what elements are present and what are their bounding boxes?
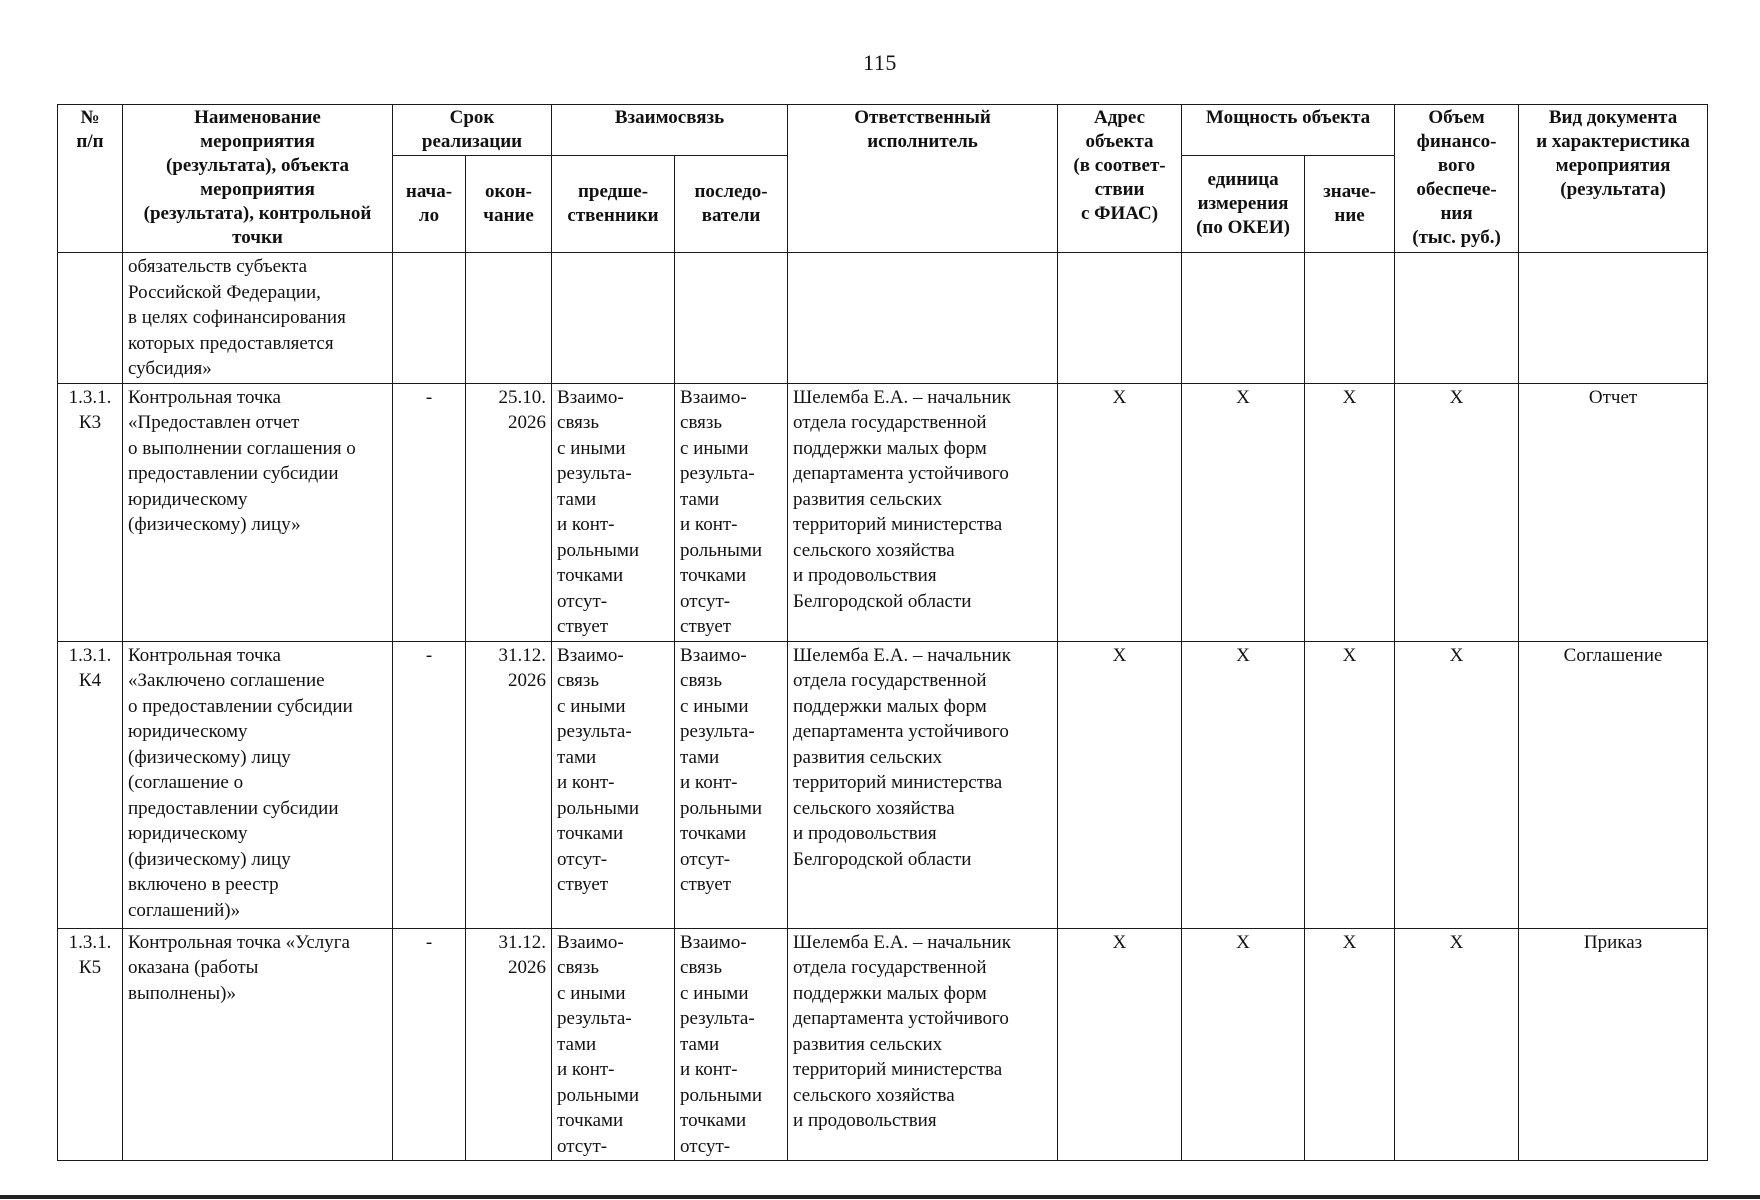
cell-end: 31.12. 2026 [466,641,552,928]
cell-address: Х [1058,928,1182,1161]
cell-num: 1.3.1. К3 [58,383,123,641]
cell-next: Взаимо- связь с иными результа- тами и конт- рольными точками отсут- ствует [675,383,788,641]
header-term-start: нача- ло [393,156,466,253]
cell-address [1058,253,1182,384]
header-link-next: последо- ватели [675,156,788,253]
cell-unit: Х [1182,641,1305,928]
table-row [58,928,1708,1161]
cell-next [675,253,788,384]
cell-start: - [393,383,466,641]
cell-finance: Х [1395,641,1519,928]
header-term: Срок реализации [393,105,552,156]
cell-end [466,253,552,384]
cell-unit: Х [1182,383,1305,641]
table-body [58,253,1708,1161]
cell-start [393,253,466,384]
page-number: 115 [863,50,897,75]
cell-finance: Х [1395,383,1519,641]
cell-end: 25.10. 2026 [466,383,552,641]
cell-prev: Взаимо- связь с иными результа- тами и конт- рольными точками отсут- [552,928,675,1161]
header-name: Наименование мероприятия (результата), объекта мероприятия (результата), контрольной точки [123,105,393,253]
cell-prev [552,253,675,384]
header-doc: Вид документа и характеристика мероприятия (результата) [1519,105,1708,253]
cell-finance [1395,253,1519,384]
cell-name: Контрольная точка «Заключено соглашение о предоставлении субсидии юридическому (физическому) лицу (соглашение о предоставлении субсидии юридическому (физическому) лицу включено в реестр соглашений)» [123,641,393,928]
cell-name: Контрольная точка «Услуга оказана (работы выполнены)» [123,928,393,1161]
table-row [58,253,1708,384]
cell-doc: Соглашение [1519,641,1708,928]
cell-executor: Шелемба Е.А. – начальник отдела государственной поддержки малых форм департамента устойчивого развития сельских территорий министерства сельского хозяйства и продовольствия Белгородской области [788,641,1058,928]
cell-finance: Х [1395,928,1519,1161]
header-num: № п/п [58,105,123,253]
table-row [58,641,1708,928]
cell-value: Х [1305,641,1395,928]
header-link-prev: предше- ственники [552,156,675,253]
cell-address: Х [1058,383,1182,641]
cell-executor: Шелемба Е.А. – начальник отдела государственной поддержки малых форм департамента устойчивого развития сельских территорий министерства сельского хозяйства и продовольствия Белгородской области [788,383,1058,641]
cell-value [1305,253,1395,384]
cell-end: 31.12. 2026 [466,928,552,1161]
header-executor: Ответственный исполнитель [788,105,1058,253]
table-header [58,105,1708,253]
cell-doc: Отчет [1519,383,1708,641]
header-capacity-value: значе- ние [1305,156,1395,253]
cell-num: 1.3.1. К5 [58,928,123,1161]
cell-address: Х [1058,641,1182,928]
cell-start: - [393,641,466,928]
cell-unit [1182,253,1305,384]
plan-table [57,104,1708,1161]
cell-next: Взаимо- связь с иными результа- тами и конт- рольными точками отсут- ствует [675,641,788,928]
table-row [58,383,1708,641]
cell-prev: Взаимо- связь с иными результа- тами и конт- рольными точками отсут- ствует [552,641,675,928]
cell-start: - [393,928,466,1161]
cell-name: Контрольная точка «Предоставлен отчет о выполнении соглашения о предоставлении субсидии юридическому (физическому) лицу» [123,383,393,641]
cell-doc: Приказ [1519,928,1708,1161]
cell-name: обязательств субъекта Российской Федерации, в целях софинансирования которых предоставляется субсидия» [123,253,393,384]
cell-doc [1519,253,1708,384]
header-capacity-unit: единица измерения (по ОКЕИ) [1182,156,1305,253]
cell-next: Взаимо- связь с иными результа- тами и конт- рольными точками отсут- [675,928,788,1161]
cell-executor [788,253,1058,384]
cell-value: Х [1305,383,1395,641]
cell-executor: Шелемба Е.А. – начальник отдела государственной поддержки малых форм департамента устойчивого развития сельских территорий министерства сельского хозяйства и продовольствия [788,928,1058,1161]
cell-value: Х [1305,928,1395,1161]
header-address: Адрес объекта (в соответ- ствии с ФИАС) [1058,105,1182,253]
page-bottom-rule [0,1195,1760,1199]
header-capacity: Мощность объекта [1182,105,1395,156]
header-finance: Объем финансо- вого обеспече- ния (тыс. руб.) [1395,105,1519,253]
header-link: Взаимосвязь [552,105,788,156]
header-term-end: окон- чание [466,156,552,253]
cell-num: 1.3.1. К4 [58,641,123,928]
cell-num [58,253,123,384]
cell-prev: Взаимо- связь с иными результа- тами и конт- рольными точками отсут- ствует [552,383,675,641]
cell-unit: Х [1182,928,1305,1161]
